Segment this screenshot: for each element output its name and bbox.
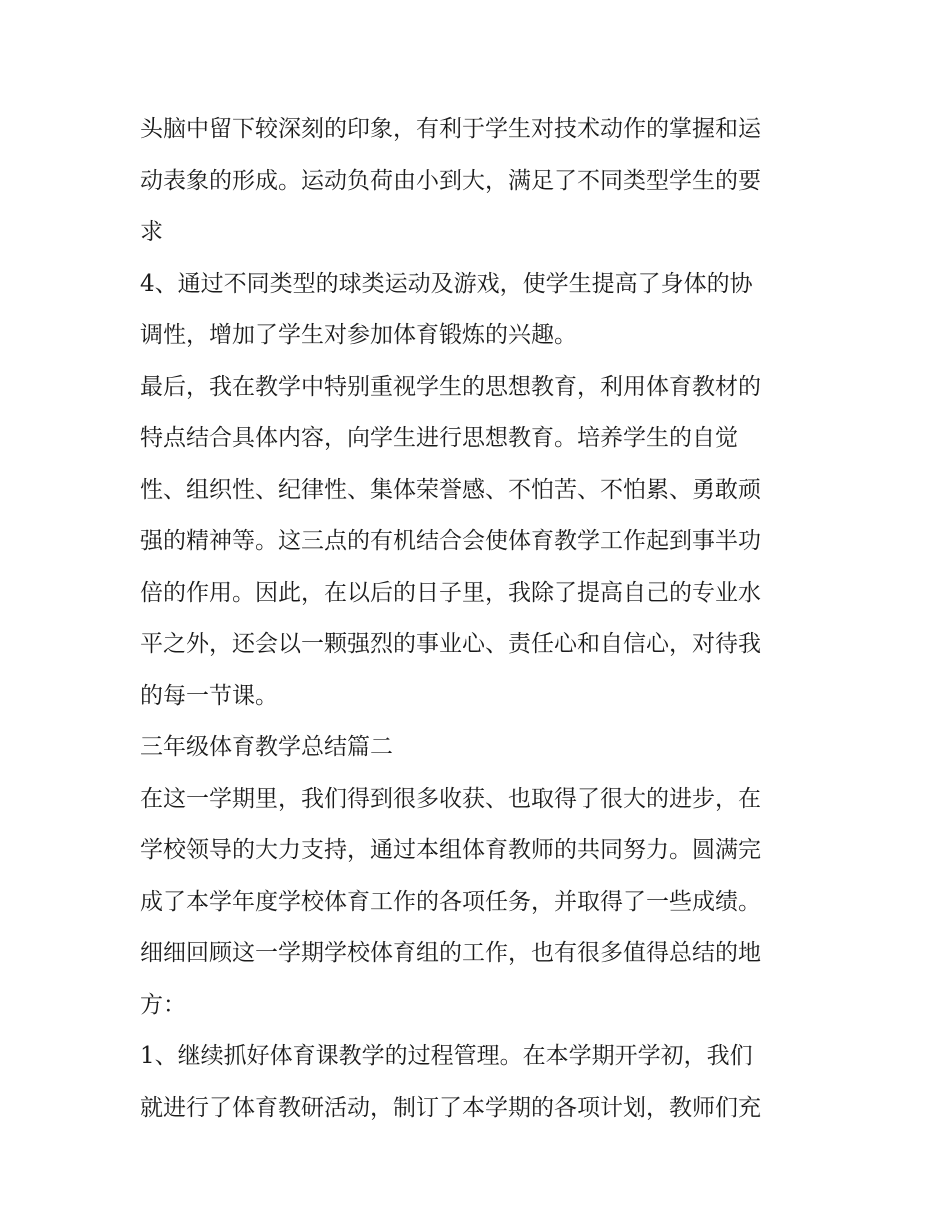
text-line: 学校领导的大力支持，通过本组体育教师的共同努力。圆满完: [140, 837, 761, 863]
text-line: 的每一节课。: [140, 682, 278, 709]
text-line: 动表象的形成。运动负荷由小到大，满足了不同类型学生的要: [140, 167, 761, 194]
text-line: 倍的作用。因此，在以后的日子里，我除了提高自己的专业水: [140, 579, 761, 606]
text-line: 4、通过不同类型的球类运动及游戏，使学生提高了身体的协: [140, 270, 753, 297]
text-line: 在这一学期里，我们得到很多收获、也取得了很大的进步，在: [140, 785, 761, 812]
text-line: 调性，增加了学生对参加体育锻炼的兴趣。: [140, 322, 577, 348]
text-line: 成了本学年度学校体育工作的各项任务，并取得了一些成绩。: [140, 888, 761, 915]
text-line: 特点结合具体内容，向学生进行思想教育。培养学生的自觉: [140, 425, 738, 451]
section-heading: 三年级体育教学总结篇二: [140, 734, 393, 760]
text-line: 最后，我在教学中特别重视学生的思想教育，利用体育教材的: [140, 373, 761, 400]
text-line: 细细回顾这一学期学校体育组的工作，也有很多值得总结的地: [140, 940, 761, 966]
document-body: [140, 104, 830, 1134]
text-line: 1、继续抓好体育课教学的过程管理。在本学期开学初，我们: [140, 1043, 753, 1069]
text-line: 强的精神等。这三点的有机结合会使体育教学工作起到事半功: [140, 528, 761, 554]
text-line: 方：: [140, 991, 186, 1018]
text-line: 求: [140, 219, 163, 245]
text-line: 平之外，还会以一颗强烈的事业心、责任心和自信心，对待我: [140, 631, 761, 657]
text-line: 性、组织性、纪律性、集体荣誉感、不怕苦、不怕累、勇敢顽: [140, 476, 761, 503]
text-line: 就进行了体育教研活动，制订了本学期的各项计划，教师们充: [140, 1094, 761, 1121]
text-line: 头脑中留下较深刻的印象，有利于学生对技术动作的掌握和运: [140, 116, 761, 142]
